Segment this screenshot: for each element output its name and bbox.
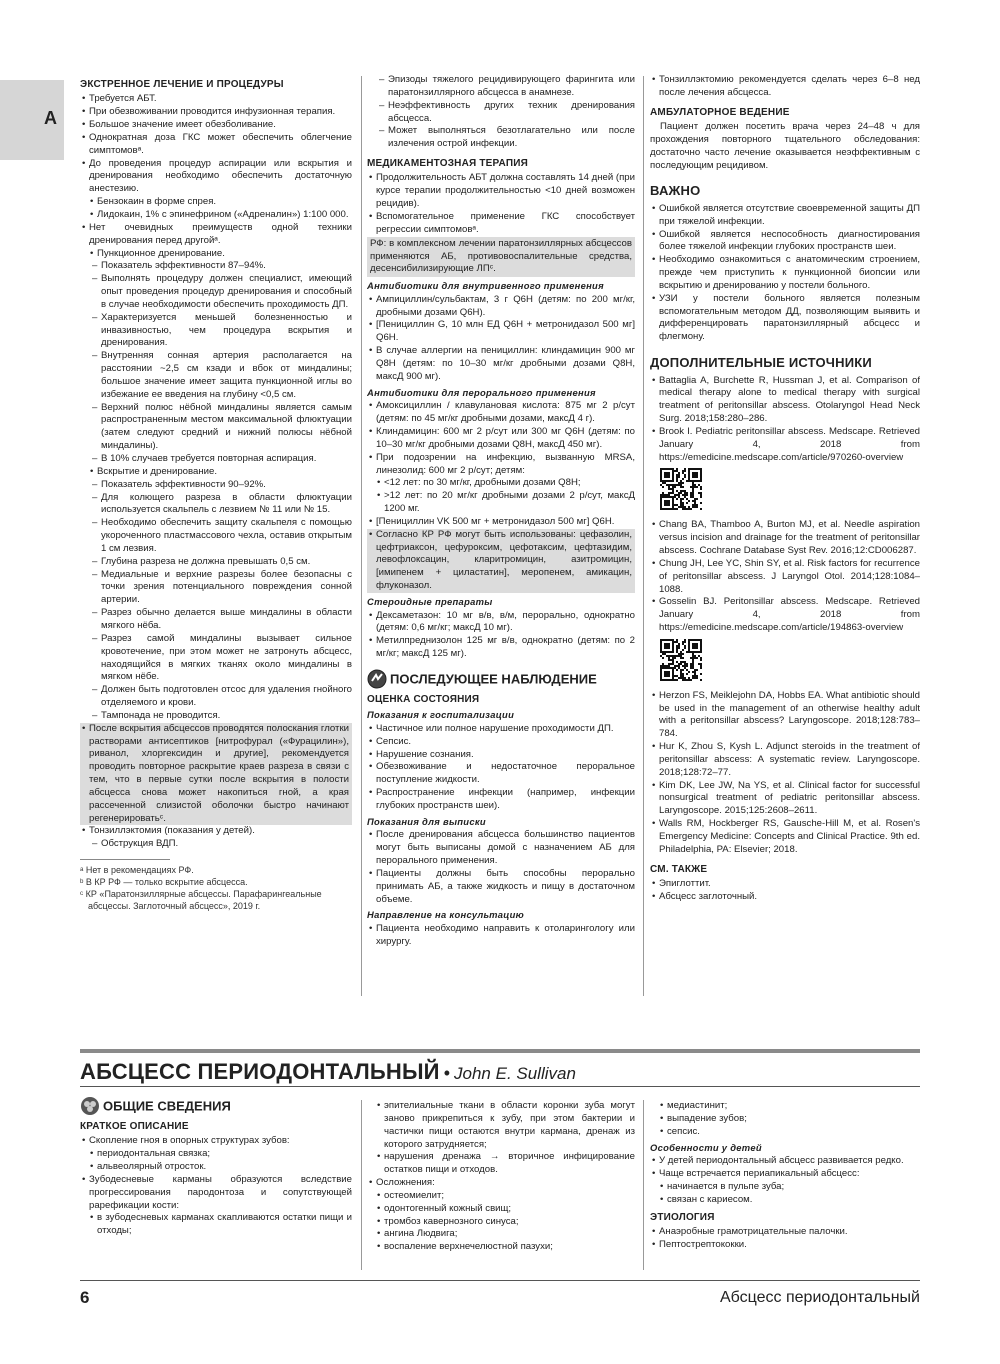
heading-consultation: Направление на консультацию	[367, 909, 525, 921]
heading-brief: КРАТКОЕ ОПИСАНИЕ	[80, 1121, 189, 1132]
list-discharge	[367, 829, 635, 906]
list-brief-2	[367, 1100, 635, 1254]
heading-drug-therapy: МЕДИКАМЕНТОЗНАЯ ТЕРАПИЯ	[367, 158, 528, 170]
list-children	[650, 1155, 920, 1206]
list-item: – Медиальные и верхние разрезы более безопасны с точки зрения потенциального повреждения сонной артерии.	[80, 569, 352, 608]
column-divider	[361, 76, 362, 996]
list-item: • Пациенты должны быть способны перорально принимать АБ, а также жидкость и пищу в достаточном объеме.	[367, 868, 635, 907]
article-author: John E. Sullivan	[454, 1064, 576, 1083]
list-item: – Может выполняться безотлагательно или после излечения острой инфекции.	[367, 125, 635, 151]
list-see-also	[650, 878, 920, 904]
column-2	[367, 74, 635, 994]
section-tab-letter: А	[44, 108, 57, 128]
list-item: • Ампициллин/сульбактам, 3 г Q6H (детям: по 200 мг/кг, дробными дозами Q6H).	[367, 294, 635, 320]
reference-item: • Kim DK, Lee JW, Na YS, et al. Clinical factor for successful nonsurgical treatment of pediatric peritonsillar abscess. Laryngoscope. 2015;125:2608–2611.	[650, 780, 920, 819]
footer-rule	[80, 1280, 920, 1281]
list-item: • >12 лет: по 20 мг/кг дробными дозами 2 р/сут, максД 1200 мг.	[367, 490, 635, 516]
list-item: • Бензокаин в форме спрея.	[80, 196, 352, 209]
footnote-divider	[80, 859, 170, 860]
heading-emergency: ЭКСТРЕННОЕ ЛЕЧЕНИЕ И ПРОЦЕДУРЫ	[80, 79, 284, 90]
list-item: • Сепсис.	[367, 736, 635, 749]
followup-title: ПОСЛЕДУЮЩЕЕ НАБЛЮДЕНИЕ	[390, 671, 597, 687]
list-item: – Выполнять процедуру должен специалист, имеющий опыт проведения процедур дренирования и способный в случае необходимости обеспечить проходимость ДП.	[80, 273, 352, 312]
list-item: • в зубодесневых карманах скапливаются остатки пищи и отходы;	[80, 1212, 352, 1238]
heading-outpatient: АМБУЛАТОРНОЕ ВЕДЕНИЕ	[650, 106, 790, 118]
heading-assessment: ОЦЕНКА СОСТОЯНИЯ	[367, 693, 480, 705]
list-tonsillectomy-indications	[367, 74, 635, 151]
list-item: – Глубина разреза не должна превышать 0,5 см.	[80, 556, 352, 569]
list-item: – Разрез обычно делается выше миндалины в области мягкого нёба.	[80, 607, 352, 633]
list-item: • ангина Людвига;	[367, 1228, 635, 1241]
list-item: • Распространение инфекции (например, инфекции глубоких пространств шеи).	[367, 787, 635, 813]
list-item: • Осложнения:	[367, 1177, 635, 1190]
list-item: • медиастинит;	[650, 1100, 920, 1113]
list-item: • Требуется АБТ.	[80, 93, 352, 106]
list-item: • начинается в пульпе зуба;	[650, 1181, 920, 1194]
list-item: • сепсис.	[650, 1126, 920, 1139]
list-item: – Обструкция ВДП.	[80, 838, 352, 851]
list-important	[650, 203, 920, 344]
list-item: • Дексаметазон: 10 мг в/в, в/м, перорально, однократно (детям: 0,6 мг/кг; максД 10 мг).	[367, 610, 635, 636]
list-item: • Тонзиллэктомию рекомендуется сделать через 6–8 нед после лечения абсцесса.	[650, 74, 920, 100]
list-item: • одонтогенный кожный свищ;	[367, 1203, 635, 1216]
list-tonsillectomy-timing	[650, 74, 920, 100]
heading-see-also: СМ. ТАКЖЕ	[650, 863, 708, 875]
list-item: • Нет очевидных преимуществ одной техники дренирования перед другойᵃ.	[80, 222, 352, 248]
list-item: – Верхний полюс нёбной миндалины является самым распространенным местом максимальной флюктуации (затем следуют средний и нижний полюсы нёбной миндалины).	[80, 402, 352, 453]
reference-item: • Battaglia A, Burchette R, Hussman J, et al. Comparison of medical therapy alone to medical therapy with surgical treatment of peritonsillar abscess. Otolaryngol Head Neck Surg. 2018;158:280–286.	[650, 375, 920, 426]
list-brief-3	[650, 1100, 920, 1139]
reference-item: • Chang BA, Thamboo A, Burton MJ, et al. Needle aspiration versus incision and drainage for the treatment of peritonsillar abscess. Cochrane Database Syst Rev. 2016;12:CD006287.	[650, 519, 920, 558]
list-item: • [Пенициллин VK 500 мг + метронидазол 500 мг] Q6H.	[367, 516, 635, 529]
running-title: Абсцесс периодонтальный	[720, 1289, 920, 1306]
general-info-icon	[80, 1096, 100, 1116]
list-item: • Ошибкой является неспособность диагностирования более тяжелой инфекции глубоких пространств шеи.	[650, 229, 920, 255]
heading-iv-antibiotics: Антибиотики для внутривенного применения	[367, 280, 604, 292]
list-item: • связан с кариесом.	[650, 1194, 920, 1207]
list-item: • Пункционное дренирование.	[80, 248, 352, 261]
article-title-block	[80, 1057, 576, 1086]
list-item: • Эпиглоттит.	[650, 878, 920, 891]
list-oral-antibiotics	[367, 400, 635, 528]
article-divider-bar	[80, 1049, 920, 1053]
column-divider	[361, 1100, 362, 1270]
list-item: – Характеризуется меньшей болезненностью и инвазивностью, чем процедура вскрытия и дренирования.	[80, 312, 352, 351]
list-item: • Необходимо ознакомиться с анатомическим строением, прежде чем приступить к пункционной биопсии или вскрытию и дренированию у постели больного.	[650, 254, 920, 293]
list-item: • Амоксициллин / клавулановая кислота: 875 мг 2 р/сут (детям: по 45 мг/кг дробными дозами, максД 4 г).	[367, 400, 635, 426]
column-3	[650, 74, 920, 994]
reference-item: • Gosselin BJ. Peritonsillar abscess. Medscape. Retrieved January 4, 2018 from https://emedicine.medscape.com/article/194863-overview	[650, 596, 920, 635]
article-title-rule	[80, 1086, 920, 1087]
column-divider	[643, 76, 644, 996]
column-divider	[643, 1100, 644, 1270]
list-item: – Внутренняя сонная артерия располагается на расстоянии ~2,5 см кзади и вбок от миндалины; большое значение имеет защита пункционной иглы во избежание ее введения на глубину <0,5 см.	[80, 350, 352, 401]
footnote: ᵃ Нет в рекомендациях РФ.	[80, 865, 194, 876]
page-number: 6	[80, 1288, 90, 1307]
list-item: • тромбоз кавернозного синуса;	[367, 1216, 635, 1229]
list-item: • После вскрытия абсцессов проводятся полоскания глотки растворами антисептиков [нитрофурал («Фурацилин»), риванол, хлоргексидин и другие], рекомендуется проводить повторное раскрытие краев разреза в связи с тем, что в первые сутки после вскрытия в полости абсцесса снова может накопиться гной, а края рассеченной слизистой оболочки быстро начинают регенерироватьᶜ.	[80, 723, 352, 826]
list-item: • До проведения процедур аспирации или вскрытия и дренирования необходимо обеспечить достаточную анестезию.	[80, 158, 352, 197]
heading-important: ВАЖНО	[650, 183, 701, 199]
list-item: – Неэффективность других техник дренирования абсцесса.	[367, 100, 635, 126]
list-drug-therapy	[367, 172, 635, 236]
reference-item: • Brook I. Pediatric peritonsillar abscess. Medscape. Retrieved January 4, 2018 from https://emedicine.medscape.com/article/970260-overview	[650, 426, 920, 465]
article-column-1	[80, 1096, 352, 1276]
list-item: • Анаэробные грамотрицательные палочки.	[650, 1226, 920, 1239]
list-item: • Однократная доза ГКС может обеспечить облегчение симптомовᵃ.	[80, 132, 352, 158]
outpatient-text: Пациент должен посетить врача через 24–48 ч для прохождения повторного тщательного обследования: достаточно часто лечение оказывается неэффективным с последующим рецидивом.	[650, 121, 920, 171]
qr-code-icon	[660, 468, 702, 510]
list-item: • <12 лет: по 30 мг/кг, дробными дозами Q8H;	[367, 477, 635, 490]
list-item: • периодонтальная связка;	[80, 1148, 352, 1161]
list-item: • УЗИ у постели больного является полезным вспомогательным методом ДД, позволяющим выявить и дифференцировать паратонзиллярный абсцесс и флегмону.	[650, 293, 920, 344]
heading-oral-antibiotics: Антибиотики для перорального применения	[367, 386, 596, 398]
list-item: • Лидокаин, 1% с эпинефрином («Адреналин») 1:100 000.	[80, 209, 352, 222]
list-item: – В 10% случаев требуется повторная аспирация.	[80, 453, 352, 466]
list-item: • Пациента необходимо направить к отоларингологу или хирургу.	[367, 923, 635, 949]
list-item: – Показатель эффективности 90–92%.	[80, 479, 352, 492]
list-iv-antibiotics	[367, 294, 635, 384]
heading-steroids: Стероидные препараты	[367, 595, 493, 607]
list-item: • Продолжительность АБТ должна составлять 14 дней (при курсе терапии продолжительностью <10 дней возможен рецидив).	[367, 172, 635, 211]
list-item: – Для колющего разреза в области флюктуации используется скальпель с лезвием № 11 или № 15.	[80, 492, 352, 518]
list-item: • [Пенициллин G, 10 млн ЕД Q6H + метронидазол 500 мг] Q6H.	[367, 319, 635, 345]
list-item: • Пептострептококки.	[650, 1239, 920, 1252]
list-item: • Метилпреднизолон 125 мг в/в, однократно (детям: по 2 мг/кг; максД 125 мг).	[367, 635, 635, 661]
list-item: • Тонзиллэктомия (показания у детей).	[80, 825, 352, 838]
list-item: • Чаще встречается периапикальный абсцесс:	[650, 1168, 920, 1181]
reference-item: • Herzon FS, Meiklejohn DA, Hobbs EA. What antibiotic should be used in the management of an otherwise healthy adult with a peritonsillar abscess? Laryngoscope. 2018;128:783–784.	[650, 690, 920, 741]
list-item: • При подозрении на инфекцию, вызванную MRSA, линезолид: 600 мг 2 р/сут; детям:	[367, 452, 635, 478]
list-emergency	[80, 93, 352, 851]
list-item: – Эпизоды тяжелого рецидивирующего фарингита или паратонзиллярного абсцесса в анамнезе.	[367, 74, 635, 100]
list-item: – Разрез самой миндалины вызывает сильное кровотечение, при этом может не затронуть абсцесс, находящийся в мягких тканях около миндалины в мягком нёбе.	[80, 633, 352, 684]
reference-item: • Walls RM, Hockberger RS, Gausche-Hill M, et al. Rosen's Emergency Medicine: Concepts and Clinical Practice. 9th ed. Philadelphia, PA: Elsevier; 2018.	[650, 818, 920, 857]
reference-item: • Chung JH, Lee YC, Shin SY, et al. Risk factors for recurrence of peritonsillar abscess. J Laryngol Otol. 2014;128:1084–1088.	[650, 558, 920, 597]
article-title: АБСЦЕСС ПЕРИОДОНТАЛЬНЫЙ	[80, 1059, 440, 1084]
list-item: • Ошибкой является отсутствие своевременной защиты ДП при тяжелой инфекции.	[650, 203, 920, 229]
heading-discharge: Показания для выписки	[367, 815, 486, 827]
list-item: • альвеолярный отросток.	[80, 1161, 352, 1174]
article-column-3	[650, 1100, 920, 1276]
list-item: – Тампонада не проводится.	[80, 710, 352, 723]
article-column-2	[367, 1100, 635, 1276]
list-item: • выпадение зубов;	[650, 1113, 920, 1126]
list-item: • Большое значение имеет обезболивание.	[80, 119, 352, 132]
list-item: – Необходимо обеспечить защиту скальпеля с помощью укороченного пластмассового чехла, оставив открытым 1 см лезвия.	[80, 517, 352, 556]
heading-hospitalization: Показания к госпитализации	[367, 709, 515, 721]
general-header	[80, 1096, 352, 1116]
list-item: • Вскрытие и дренирование.	[80, 466, 352, 479]
list-item: • Обезвоживание и недостаточное пероральное поступление жидкости.	[367, 761, 635, 787]
footnotes	[80, 864, 352, 912]
followup-header	[367, 669, 635, 689]
list-item: • У детей периодонтальный абсцесс развивается редко.	[650, 1155, 920, 1168]
general-title: ОБЩИЕ СВЕДЕНИЯ	[103, 1098, 231, 1114]
column-1	[80, 74, 352, 994]
rf-note-2: • Согласно КР РФ могут быть использованы: цефазолин, цефтриаксон, цефуроксим, цефотаксим, цефтазидим, левофлоксацин, кларитромицин, азитромицин, [имипенем + циластатин], меропенем, амикацин, флуконазол.	[367, 529, 635, 593]
list-hospitalization	[367, 723, 635, 813]
heading-references: ДОПОЛНИТЕЛЬНЫЕ ИСТОЧНИКИ	[650, 355, 872, 371]
list-item: • Нарушение сознания.	[367, 749, 635, 762]
list-item: • После дренирования абсцесса большинство пациентов могут быть выписаны домой с назначением АБ для перорального применения.	[367, 829, 635, 868]
list-item: • При обезвоживании проводится инфузионная терапия.	[80, 106, 352, 119]
reference-item: • Hur K, Zhou S, Kysh L. Adjunct steroids in the treatment of peritonsillar abscess: A systematic review. Laryngoscope. 2018;128:72–77.	[650, 741, 920, 780]
title-bullet: •	[443, 1063, 451, 1083]
list-item: • остеомиелит;	[367, 1190, 635, 1203]
list-item: • Скопление гноя в опорных структурах зубов:	[80, 1135, 352, 1148]
list-etiology	[650, 1226, 920, 1252]
list-item: • Вспомогательное применение ГКС способствует регрессии симптомовᵃ.	[367, 211, 635, 237]
list-item: – Показатель эффективности 87–94%.	[80, 260, 352, 273]
list-item: • Абсцесс заглоточный.	[650, 891, 920, 904]
list-item: • В случае аллергии на пенициллин: клиндамицин 900 мг Q8H (детям: по 10–30 мг/кг дробными дозами Q8H, максД 900 мг).	[367, 345, 635, 384]
heading-children: Особенности у детей	[650, 1141, 762, 1153]
rf-note-1: РФ: в комплексном лечении паратонзиллярных абсцессов применяются АБ, противовоспалительные средства, десенсибилизирующие ЛПᶜ.	[367, 237, 635, 278]
list-item: • воспаление верхнечелюстной пазухи;	[367, 1241, 635, 1254]
footnote: ᵇ В КР РФ — только вскрытие абсцесса.	[80, 877, 248, 888]
section-tab	[0, 80, 64, 160]
list-consultation	[367, 923, 635, 949]
list-item: • Клиндамицин: 600 мг 2 р/сут или 300 мг Q6H (детям: по 10–30 мг/кг дробными дозами Q8H, максД 450 мг).	[367, 426, 635, 452]
list-steroids	[367, 610, 635, 661]
list-brief-1	[80, 1135, 352, 1238]
list-references	[650, 375, 920, 857]
qr-code-icon	[660, 639, 702, 681]
list-item: • нарушения дренажа → вторичное инфицирование остатков пищи и отходов.	[367, 1151, 635, 1177]
footnote: ᶜ КР «Паратонзиллярные абсцессы. Парафарингеальные абсцессы. Заглоточный абсцесс», 2019 г.	[80, 889, 322, 912]
followup-icon	[367, 669, 387, 689]
list-item: • Зубодесневые карманы образуются вследствие прогрессирования пародонтоза и сопутствующей рарефикации кости:	[80, 1174, 352, 1213]
list-item: • эпителиальные ткани в области коронки зуба могут заново прикрепиться к зубу, при этом бактерии и частички пищи остаются внутри кармана, дренаж из которого затрудняется;	[367, 1100, 635, 1151]
list-item: • Частичное или полное нарушение проходимости ДП.	[367, 723, 635, 736]
list-item: – Должен быть подготовлен отсос для удаления гнойного отделяемого и крови.	[80, 684, 352, 710]
heading-etiology: ЭТИОЛОГИЯ	[650, 1211, 715, 1223]
